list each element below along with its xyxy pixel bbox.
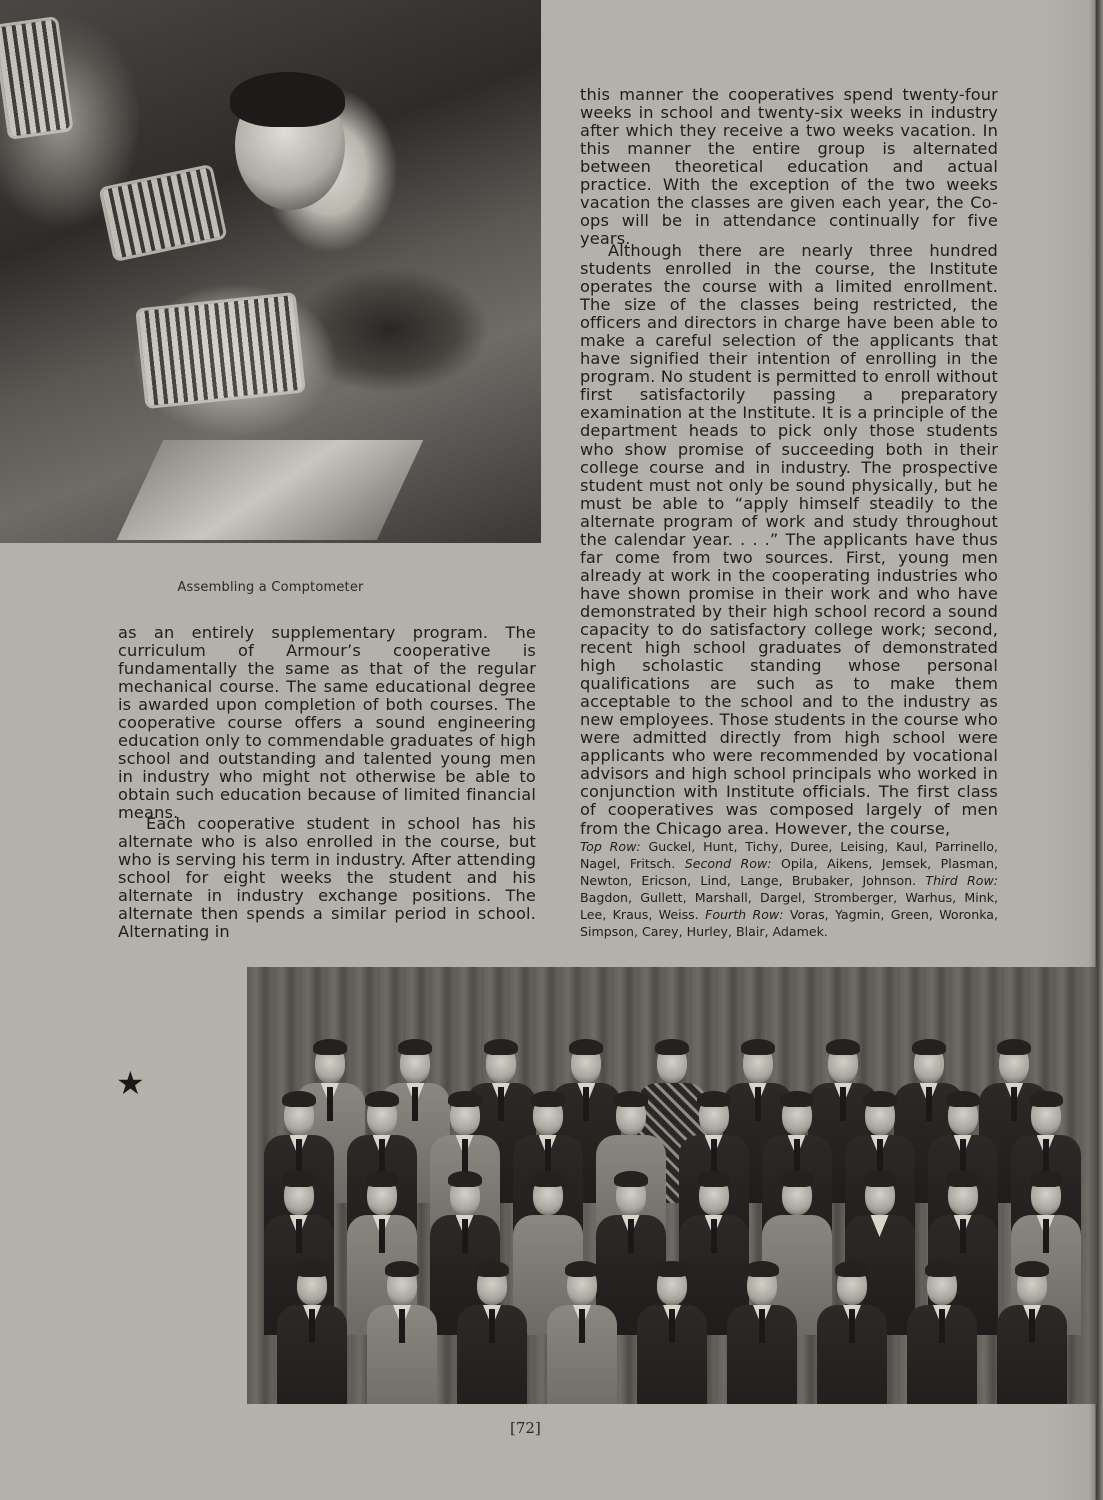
photo-caption: Assembling a Comptometer (177, 580, 364, 595)
row-label: Third Row: (925, 873, 998, 888)
row-names: Voras, Yagmin, Green, Woronka, Simpson, Carey, Hurley, Blair, Adamek. (580, 907, 998, 939)
row-label: Top Row: (580, 839, 641, 854)
comptometer-frame (98, 164, 227, 262)
group-photo-caption (580, 838, 998, 940)
row-label: Fourth Row: (705, 907, 784, 922)
row-names: Guckel, Hunt, Tichy, Duree, Leising, Kaul, Parrinello, Nagel, Fritsch. (580, 839, 998, 871)
row-label: Second Row: (684, 856, 772, 871)
comptometer-frame (0, 16, 74, 140)
paragraph: as an entirely supplementary program. The curriculum of Armour’s cooperative is fundamentally the same as that of the regular mechanical course. The same educational degree is awarded upon completion of both courses. The cooperative course offers a sound engineering education only to commendable graduates of high school and outstanding and talented young men in industry who might not otherwise be able to obtain such education because of limited financial means. (118, 623, 536, 823)
paragraph: Each cooperative student in school has his alternate who is also enrolled in the course, but who is serving his term in industry. After attending school for eight weeks the student and his alternate in industry exchange positions. The alternate then spends a similar period in school. Alternating in (118, 814, 536, 942)
star-icon: ★ (116, 1064, 145, 1102)
paragraph: this manner the cooperatives spend twenty-four weeks in school and twenty-six weeks in industry after which they receive a two weeks vacation. In this manner the entire group is alternated between theoretical education and actual practice. With the exception of the two weeks vacation the classes are given each year, the Co-ops will be in attendance continually for five years. (580, 85, 998, 249)
workbench-plate (117, 440, 424, 540)
group-photo (247, 967, 1097, 1404)
row-names: Opila, Aikens, Jemsek, Plasman, Newton, Ericson, Lind, Lange, Brubaker, Johnson. (580, 856, 998, 888)
paragraph: Although there are nearly three hundred students enrolled in the course, the Institute operates the course with a limited enrollment. The size of the classes being restricted, the officers and directors in charge have been able to make a careful selection of the applicants that have signified their intention of enrolling in the program. No student is permitted to enroll without first satisfactorily passing a preparatory examination at the Institute. It is a principle of the department heads to pick only those students who show promise of succeeding both in their college course and in industry. The prospective student must not only be sound physically, but he must be able to “apply himself steadily to the alternate program of work and study throughout the calendar year. . . .” The applicants have thus far come from two sources. First, young men already at work in the cooperating industries who have shown promise in their work and who have demonstrated by their high school record a sound capacity to do satisfactory college work; second, recent high school graduates of demonstrated high scholastic standing whose personal qualifications are such as to make them acceptable to the school and to the industry as new employees. Those students in the course who were admitted directly from high school were applicants who were recommended by vocational advisors and high school principals who worked in conjunction with Institute officials. The first class of cooperatives was composed largely of men from the Chicago area. However, the course, (580, 241, 998, 838)
comptometer-photo (0, 0, 541, 543)
page-number: [72] (510, 1419, 541, 1437)
worker-hair (230, 72, 345, 127)
comptometer-keyboard (135, 292, 306, 409)
row-names: Bagdon, Gullett, Marshall, Dargel, Stromberger, Warhus, Mink, Lee, Kraus, Weiss. (580, 890, 998, 922)
